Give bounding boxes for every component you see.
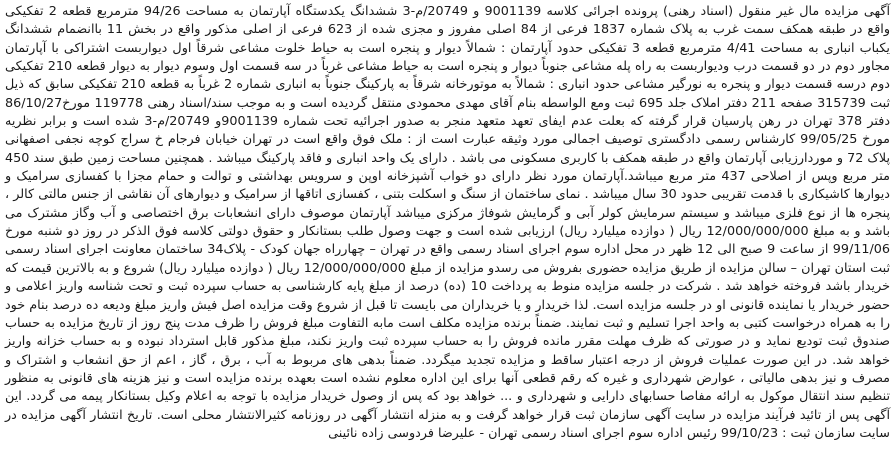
auction-notice-text: آگهی مزایده مال غیر منقول (اسناد رهنی) پرونده اجرائی کلاسه 9001139 و 20749/م-3 ششدانگ یکدستگاه آپارتمان به مساحت 94/26 مترمربع قطعه 2 تفکیکی واقع در طبقه همکف سمت غرب به پلاک شماره 1837 فرعی از 84 اصلی مفروز و مجزی شده از 623 فرعی از اصلی مذکور واقع در بخش 11 باانضمام ششدانگ یکباب انباری به مساحت 4/41 مترمربع قطعه 3 تفکیکی حدود آپارتمان : شمالاً دیوار و پنجره است به حیاط خلوت مشاعی شرقاً اول دیواربست اشتراکی با آپارتمان مجاور دوم در دو قسمت درب وديواربست به راه پله مشاعی جنوباً دیوار و پنجره است به حیاط مشاعی غرباً در سه قسمت اول وسوم دیوار به دیوار قطعه 210 تفکیکی دوم درسه قسمت دیوار و پنجره به نورگیر مشاعی حدود انباری : شمالاً به موتورخانه شرقاً به پارکینگ جنوباً به انباری شماره 2 غرباً به قطعه 210 تفکیکی سابق که ذیل ثبت 315739 صفحه 211 دفتر املاک جلد 695 ثبت ومع الواسطه بنام آقای مهدی محمودی منتقل گردیده است و به موجب سند/اسناد رهنی 119778 مورخ86/10/27 دفتر 378 تهران در رهن پارسیان قرار گرفته که بعلت عدم ایفای تعهد متعهد منجر به صدور اجرائیه تحت شماره 9001139و 20749/م-3 شده است و برابر نظریه مورخ 99/05/25 کارشناس رسمی دادگستری توصیف اجمالی مورد وثیقه عبارت است از : ملک فوق واقع است در تهران خیابان فرجام خ سراج کوچه نجفی اصفهانی پلاک 72 و موردارزیابی آپارتمان واقع در طبقه همکف با کاربری مسکونی می باشد . دارای یک واحد انباری و فاقد پارکینگ میباشد . همچنین مساحت زمین طبق سند 450 متر مربع وپس از اصلاحی 437 متر مربع میباشد.آپارتمان مورد نظر دارای دو خواب آشپزخانه اوپن و سرویس بهداشتی و توالت و حمام مجزا با کفسازی سرامیک و دیوارها کاشیکاری با قدمت تقریبی حدود 30 سال میباشد . نمای ساختمان از سنگ و اسکلت بتنی ، کفسازی اتاقها از سرامیک و دیوارهای آن نقاشی از جنس مالتی کالر ، پنجره ها از نوع فلزی میباشد و سیستم سرمایش کولر آبی و گرمایش شوفاژ مرکزی میباشد آپارتمان موصوف دارای انشعابات برق اختصاصی و آب وگاز مشترک می باشد و به مبلغ 12/000/000/000 ریال ( دوازده میلیارد ریال) ارزیابی شده است و جهت وصول طلب بستانکار و حقوق دولتی کلاسه فوق الذکر در روز دو شنبه مورخ 99/11/06 از ساعت 9 صبح الی 12 ظهر در محل اداره سوم اجرای اسناد رسمی واقع در تهران – چهارراه جهان کودک - پلاک34 ساختمان معاونت اجرای اسناد رسمی ثبت استان تهران – سالن مزایده از طریق مزایده حضوری بفروش می رسدو مزایده از مبلغ 12/000/000/000 ریال ( دوازده میلیارد ریال) شروع و به بالاترین قیمت که خریدار باشد فروخته خواهد شد . شرکت در جلسه مزایده منوط به پرداخت 10 (ده) درصد از مبلغ پایه کارشناسی به حساب سپرده ثبت و تحت شناسه واریز اعلامی و حضور خریدار یا نماینده قانونی او در جلسه مزایده است. لذا خریدار و یا خریداران می بایست تا قبل از شروع وقت مزایده اصل فیش واریز مبلغ ودیعه ده درصد بنام خود را به همراه درخواست کتبی به واحد اجرا تسلیم و ثبت نمایند. ضمناً برنده مزایده مکلف است مابه التفاوت مبلغ فروش را ظرف مدت پنج روز از تاریخ مزایده به حساب صندوق ثبت تودیع نماید و در صورتی که ظرف مهلت مقرر مانده فروش را به حساب سپرده ثبت واریز نکند، مبلغ مذکور قابل استرداد نبوده و به حساب خزانه واریز خواهد شد. در این صورت عملیات فروش از درجه اعتبار ساقط و مزایده تجدید میگردد. ضمناً بدهی های مربوط به آب ، برق ، گاز ، اعم از حق انشعاب و اشتراک و مصرف و نیز بدهی مالیاتی ، عوارض شهرداری و غیره که رقم قطعی آنها برای این اداره معلوم نشده است بعهده برنده مزایده است و نیز هزینه های قانونی به منظور تنظیم سند انتقال موکول به ارائه مفاصا حسابهای دارایی و شهرداری و ... خواهد بود که پس از وصول خریدار مزایده با توجه به اعلام وکیل بستانکار پیمه می گردد. این آگهی پس از تائید فرآیند مزایده در سایت آگهی سازمان ثبت قرار خواهد گرفت و به منزله انتشار آگهی در روزنامه کثیرالانتشار محلی است. تاریخ انتشار آگهی مزایده در سایت سازمان ثبت : 99/10/23 رئیس اداره سوم اجرای اسناد رسمی تهران - علیرضا فردوسی زاده نائینی	[5, 4, 891, 441]
